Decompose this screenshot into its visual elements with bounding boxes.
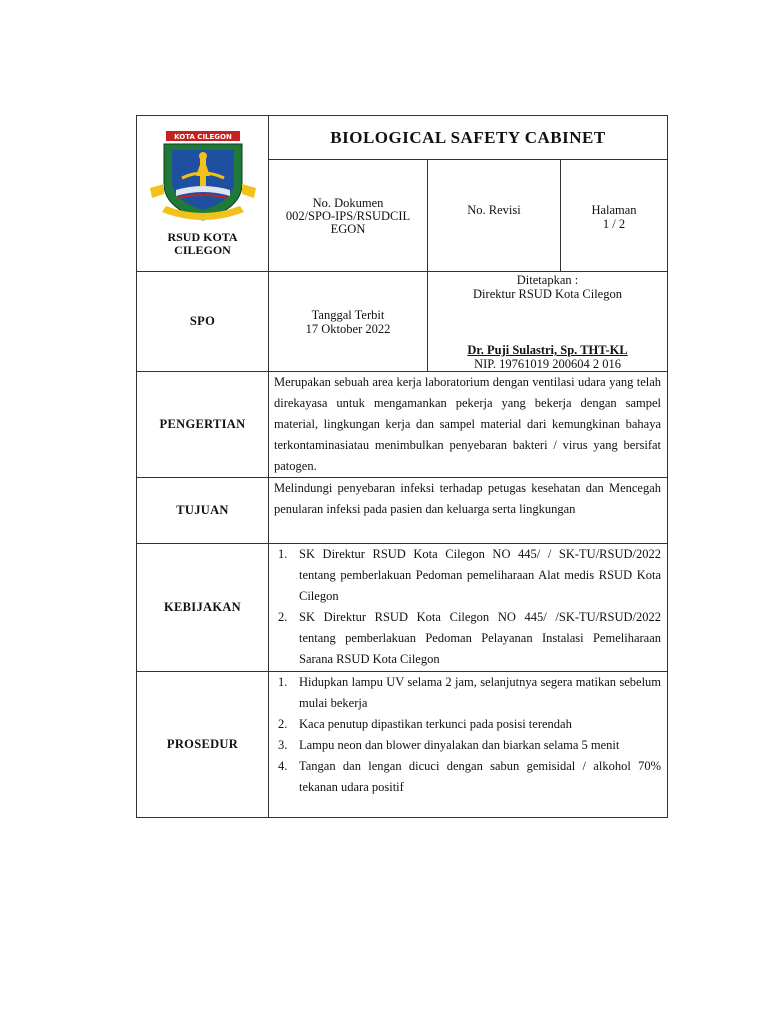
document-title: BIOLOGICAL SAFETY CABINET: [269, 116, 668, 160]
prosedur-list: [269, 672, 667, 798]
hospital-name: RSUD KOTA CILEGON: [167, 230, 238, 257]
tanggal-terbit-label: Tanggal Terbit: [311, 307, 385, 322]
no-dokumen-cell: [269, 160, 428, 272]
prosedur-list-cell: [269, 672, 668, 818]
spo-table: [136, 115, 668, 818]
tujuan-text: Melindungi penyebaran infeksi terhadap petugas kesehatan dan Mencegah penularan infeksi pada pasien dan keluarga serta lingkungan: [269, 478, 668, 544]
prosedur-item: [269, 756, 661, 798]
no-revisi-cell: [428, 160, 561, 272]
halaman-value: 1 / 2: [602, 217, 626, 231]
kota-cilegon-logo-icon: [148, 128, 258, 228]
halaman-label: Halaman: [591, 203, 637, 217]
kebijakan-list: [269, 544, 667, 670]
pengertian-text: Merupakan sebuah area kerja laboratorium dengan ventilasi udara yang telah direkayasa untuk mengamankan pekerja yang bekerja dengan sampel material, lingkungan kerja dan sampel material dari kemungkinan bahaya terkontaminasiatau menimbulkan penyebaran bakteri / virus yang bersifat patogen.: [269, 372, 668, 478]
kebijakan-item-number: 2.: [278, 610, 288, 624]
kebijakan-item-text: SK Direktur RSUD Kota Cilegon NO 445/ /SK-TU/RSUD/2022 tentang pemberlakuan Pedoman Pelayanan Instalasi Pemeliharaan Sarana RSUD Kota Cilegon: [299, 610, 662, 666]
ditetapkan-label: Ditetapkan :: [516, 273, 579, 287]
logo-cell: [137, 116, 269, 272]
no-dokumen-value: 002/SPO-IPS/RSUDCILEGON: [285, 209, 411, 236]
kebijakan-item: [269, 544, 661, 607]
kebijakan-list-cell: [269, 544, 668, 672]
prosedur-item-number: 3.: [278, 738, 288, 752]
spo-document: [136, 115, 667, 818]
penetapan-cell: [428, 272, 668, 372]
prosedur-item-number: 4.: [278, 759, 288, 773]
prosedur-item: [269, 714, 661, 735]
kebijakan-item: [269, 607, 661, 670]
prosedur-item: [269, 735, 661, 756]
prosedur-item-number: 1.: [278, 675, 288, 689]
tujuan-label: TUJUAN: [137, 478, 269, 544]
prosedur-item-text: Lampu neon dan blower dinyalakan dan biarkan selama 5 menit: [299, 738, 620, 752]
no-revisi-label: No. Revisi: [467, 203, 521, 217]
pengertian-label: PENGERTIAN: [137, 372, 269, 478]
logo-label-text: KOTA CILEGON: [173, 133, 232, 141]
jabatan-direktur: Direktur RSUD Kota Cilegon: [473, 287, 622, 301]
kebijakan-label: KEBIJAKAN: [137, 544, 269, 672]
tanggal-terbit-value: 17 Oktober 2022: [305, 321, 391, 336]
prosedur-label: PROSEDUR: [137, 672, 269, 818]
spo-label: SPO: [137, 272, 269, 372]
no-dokumen-label: No. Dokumen: [312, 196, 384, 210]
prosedur-item-text: Hidupkan lampu UV selama 2 jam, selanjutnya segera matikan sebelum mulai bekerja: [299, 675, 662, 710]
prosedur-item-text: Kaca penutup dipastikan terkunci pada posisi terendah: [299, 717, 572, 731]
nip-direktur: NIP. 19761019 200604 2 016: [474, 357, 621, 371]
tanggal-terbit-cell: [269, 272, 428, 372]
prosedur-item: [269, 672, 661, 714]
halaman-cell: [561, 160, 668, 272]
prosedur-item-text: Tangan dan lengan dicuci dengan sabun gemisidal / alkohol 70% tekanan udara positif: [299, 759, 662, 794]
kebijakan-item-text: SK Direktur RSUD Kota Cilegon NO 445/ / SK-TU/RSUD/2022 tentang pemberlakuan Pedoman pemeliharaan Alat medis RSUD Kota Cilegon: [299, 547, 662, 603]
nama-direktur: Dr. Puji Sulastri, Sp. THT-KL: [467, 343, 628, 357]
prosedur-item-number: 2.: [278, 717, 288, 731]
kebijakan-item-number: 1.: [278, 547, 288, 561]
